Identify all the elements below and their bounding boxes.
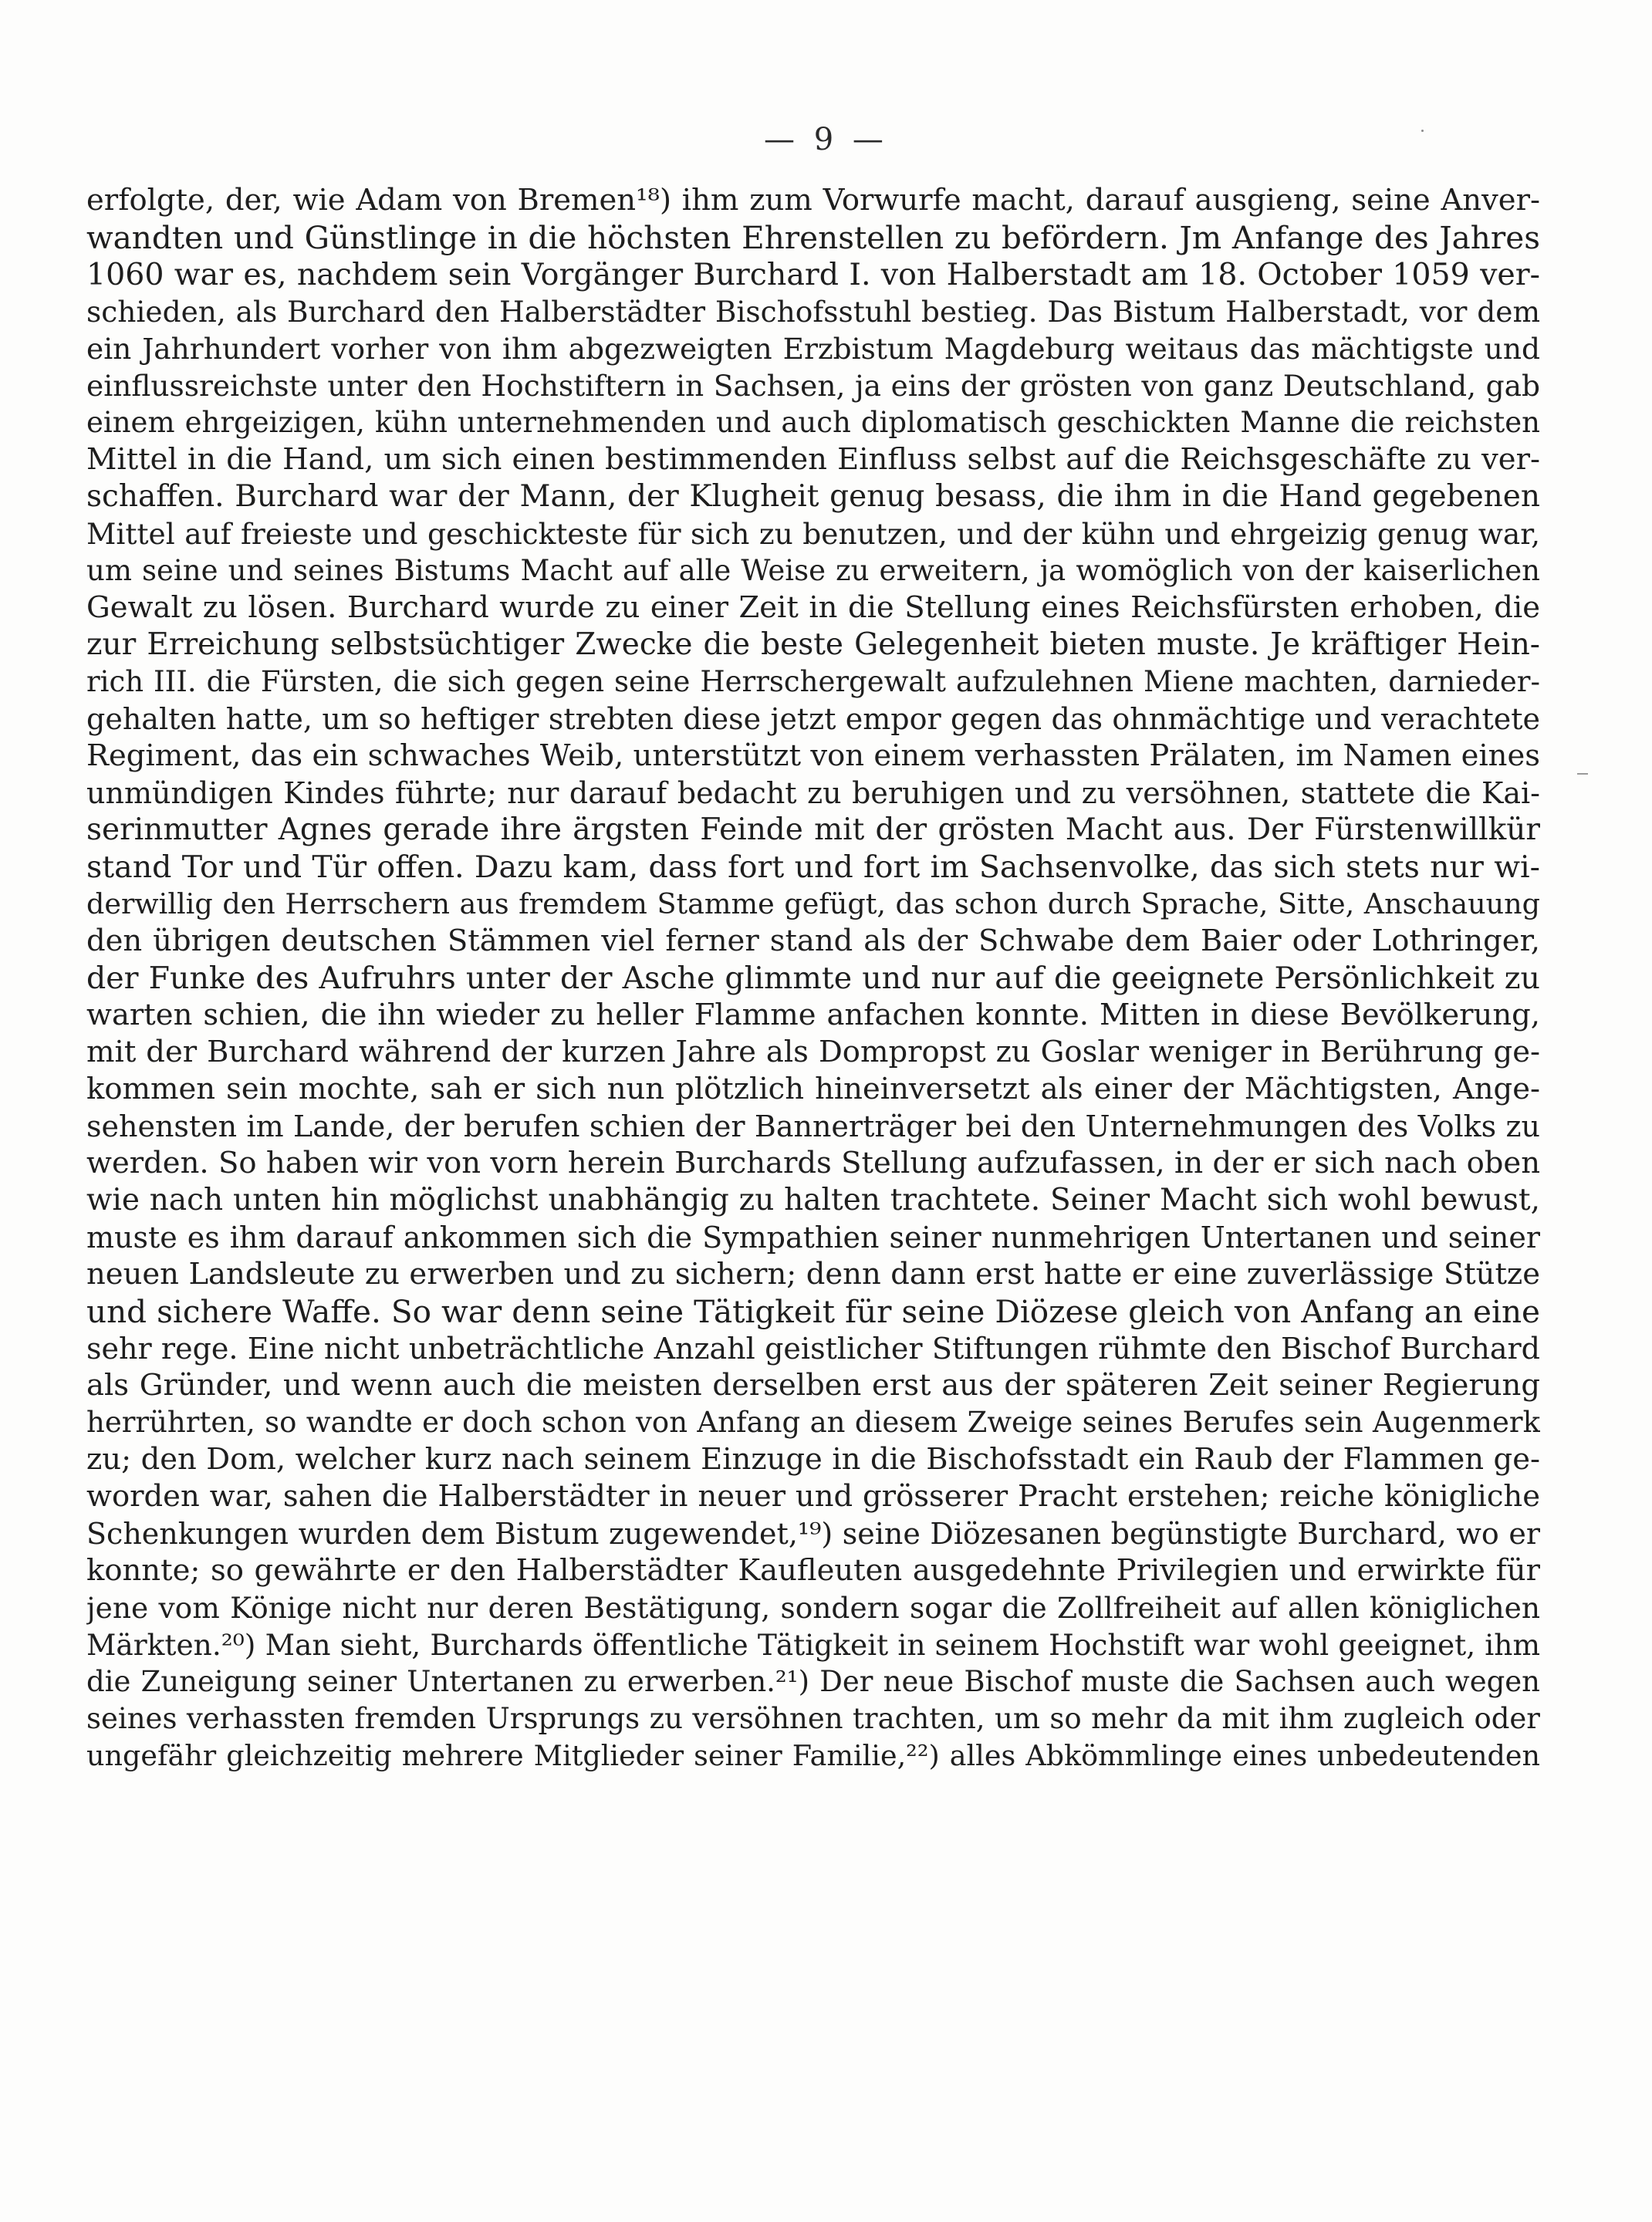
text-line: den übrigen deutschen Stämmen viel ferner stand als der Schwabe dem Baier oder Lothringer, — [86, 924, 1540, 958]
text-line: sehensten im Lande, der berufen schien der Bannerträger bei den Unternehmungen des Volks zu — [86, 1109, 1540, 1143]
text-line: warten schien, die ihn wieder zu heller Flamme anfachen konnte. Mitten in diese Bevölkerung, — [86, 998, 1540, 1032]
text-line: stand Tor und Tür offen. Dazu kam, dass fort und fort im Sachsenvolke, das sich stets nur wi- — [86, 849, 1540, 885]
text-line: erfolgte, der, wie Adam von Bremen¹⁸) ihm zum Vorwurfe macht, darauf ausgieng, seine Anver- — [86, 183, 1540, 218]
text-line: derwillig den Herrschern aus fremdem Stamme gefügt, das schon durch Sprache, Sitte, Anschauung — [86, 887, 1540, 920]
text-line: gehalten hatte, um so heftiger strebten diese jetzt empor gegen das ohnmächtige und verachtete — [86, 702, 1540, 736]
text-line: Märkten.²⁰) Man sieht, Burchards öffentliche Tätigkeit in seinem Hochstift war wohl geeignet, ihm — [86, 1628, 1540, 1662]
text-line: ungefähr gleichzeitig mehrere Mitglieder seiner Familie,²²) alles Abkömmlinge eines unbedeutenden — [86, 1739, 1540, 1772]
text-line: unmündigen Kindes führte; nur darauf bedacht zu beruhigen und zu versöhnen, stattete die Kai- — [86, 776, 1540, 810]
text-line: kommen sein mochte, sah er sich nun plötzlich hineinversetzt als einer der Mächtigsten, Ange- — [86, 1072, 1540, 1106]
text-line: einem ehrgeizigen, kühn unternehmenden und auch diplomatisch geschickten Manne die reichsten — [86, 406, 1540, 439]
text-line: die Zuneigung seiner Untertanen zu erwerben.²¹) Der neue Bischof muste die Sachsen auch wegen — [86, 1665, 1540, 1698]
text-line: ein Jahrhundert vorher von ihm abgezweigten Erzbistum Magdeburg weitaus das mächtigste und — [86, 332, 1540, 366]
margin-mark — [1577, 773, 1588, 775]
text-line: worden war, sahen die Halberstädter in neuer und grösserer Pracht erstehen; reiche königliche — [86, 1479, 1540, 1514]
text-line: einflussreichste unter den Hochstiftern in Sachsen, ja eins der grösten von ganz Deutschland, gab — [86, 369, 1540, 403]
text-line: rich III. die Fürsten, die sich gegen seine Herrschergewalt aufzulehnen Miene machten, darnieder- — [86, 665, 1540, 698]
text-line: Mittel in die Hand, um sich einen bestimmenden Einfluss selbst auf die Reichsgeschäfte zu ver- — [86, 442, 1540, 477]
text-line: konnte; so gewährte er den Halberstädter Kaufleuten ausgedehnte Privilegien und erwirkte für — [86, 1553, 1540, 1588]
text-line: als Gründer, und wenn auch die meisten derselben erst aus der späteren Zeit seiner Regierung — [86, 1368, 1540, 1403]
text-line: Schenkungen wurden dem Bistum zugewendet,¹⁹) seine Diözesanen begünstigte Burchard, wo er — [86, 1517, 1540, 1551]
text-line: jene vom Könige nicht nur deren Bestätigung, sondern sogar die Zollfreiheit auf allen königlichen — [86, 1591, 1540, 1625]
text-line: neuen Landsleute zu erwerben und zu sichern; denn dann erst hatte er eine zuverlässige Stütze — [86, 1257, 1540, 1292]
text-line: mit der Burchard während der kurzen Jahre als Dompropst zu Goslar weniger in Berührung ge- — [86, 1035, 1540, 1069]
text-line: serinmutter Agnes gerade ihre ärgsten Feinde mit der grösten Macht aus. Der Fürstenwillkür — [86, 812, 1540, 847]
text-line: Regiment, das ein schwaches Weib, unterstützt von einem verhassten Prälaten, im Namen eines — [86, 738, 1540, 773]
text-line: um seine und seines Bistums Macht auf alle Weise zu erweitern, ja womöglich von der kaiserlichen — [86, 554, 1540, 587]
text-line: und sichere Waffe. So war denn seine Tätigkeit für seine Diözese gleich von Anfang an eine — [86, 1293, 1540, 1330]
text-line: zu; den Dom, welcher kurz nach seinem Einzuge in die Bischofsstadt ein Raub der Flammen ge- — [86, 1442, 1540, 1477]
text-line: seines verhassten fremden Ursprungs zu versöhnen trachten, um so mehr da mit ihm zugleich oder — [86, 1702, 1540, 1735]
text-line: der Funke des Aufruhrs unter der Asche glimmte und nur auf die geeignete Persönlichkeit zu — [86, 961, 1540, 996]
text-line: Gewalt zu lösen. Burchard wurde zu einer Zeit in die Stellung eines Reichsfürsten erhoben, die — [86, 590, 1540, 625]
body-text — [86, 182, 1540, 1775]
text-line: schaffen. Burchard war der Mann, der Klugheit genug besass, die ihm in die Hand gegebenen — [86, 479, 1540, 514]
text-line: sehr rege. Eine nicht unbeträchtliche Anzahl geistlicher Stiftungen rühmte den Bischof Burchard — [86, 1332, 1540, 1366]
text-line: Mittel auf freieste und geschickteste für sich zu benutzen, und der kühn und ehrgeizig genug war, — [86, 517, 1540, 551]
speck-mark — [1421, 130, 1424, 132]
text-line: werden. So haben wir von vorn herein Burchards Stellung aufzufassen, in der er sich nach oben — [86, 1146, 1540, 1180]
page-number: — 9 — — [764, 122, 888, 157]
text-line: herrührten, so wandte er doch schon von Anfang an diesem Zweige seines Berufes sein Augenmerk — [86, 1406, 1540, 1439]
text-line: wandten und Günstlinge in die höchsten Ehrenstellen zu befördern. Jm Anfange des Jahres — [86, 219, 1540, 256]
text-line: muste es ihm darauf ankommen sich die Sympathien seiner nunmehrigen Untertanen und seiner — [86, 1221, 1540, 1255]
text-line: wie nach unten hin möglichst unabhängig zu halten trachtete. Seiner Macht sich wohl bewust, — [86, 1183, 1540, 1217]
text-line: 1060 war es, nachdem sein Vorgänger Burchard I. von Halberstadt am 18. October 1059 ver- — [86, 257, 1540, 292]
text-line: schieden, als Burchard den Halberstädter Bischofsstuhl bestieg. Das Bistum Halberstadt, vor dem — [86, 295, 1540, 329]
text-line: zur Erreichung selbstsüchtiger Zwecke die beste Gelegenheit bieten muste. Je kräftiger Hein- — [86, 627, 1540, 662]
